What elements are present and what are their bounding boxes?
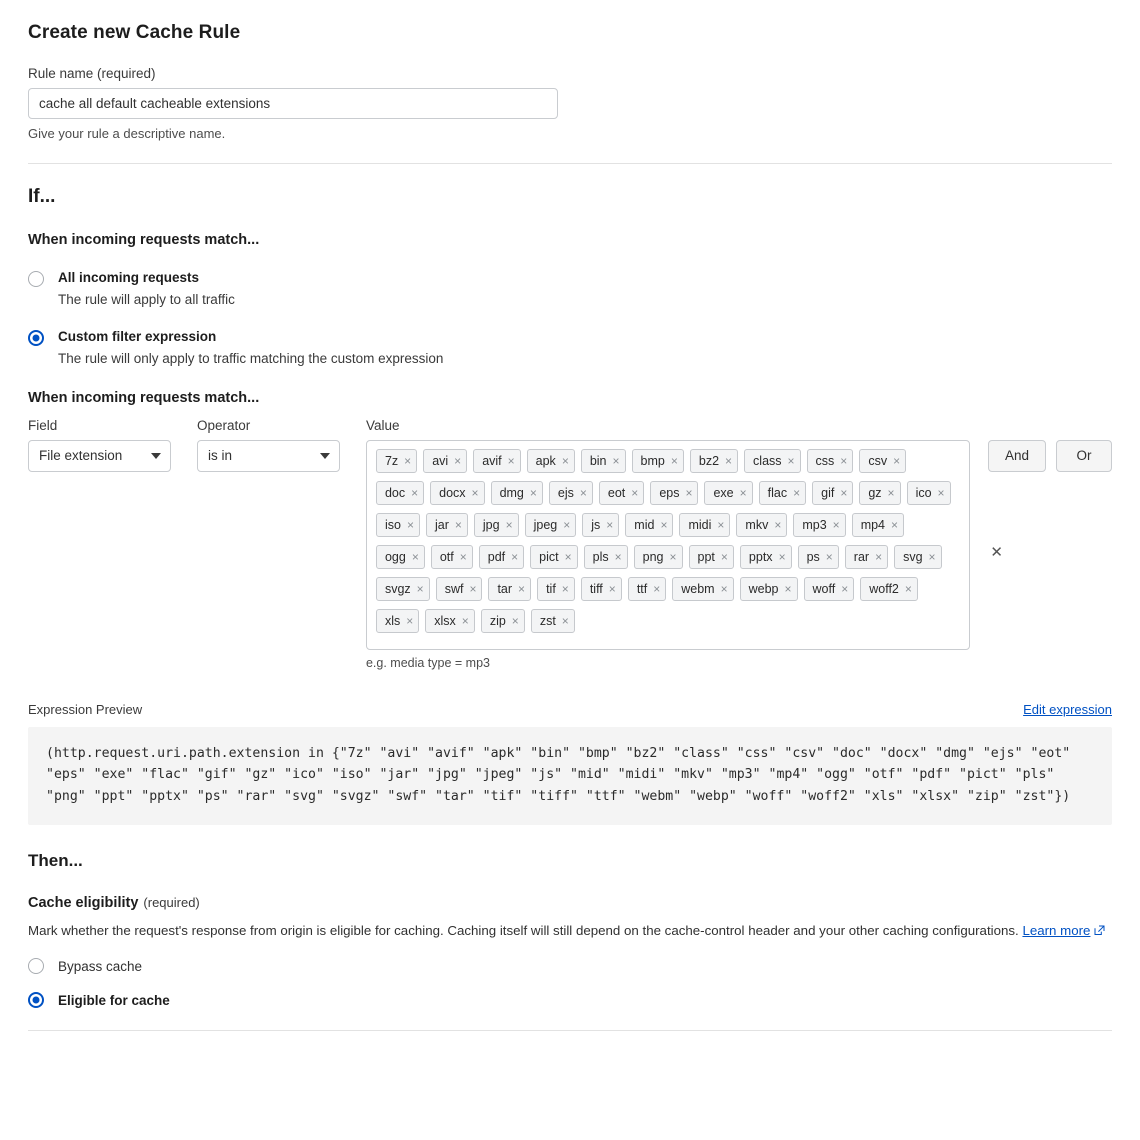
value-token-label: mkv — [745, 517, 769, 532]
and-button[interactable]: And — [988, 440, 1046, 472]
value-token-label: 7z — [384, 453, 399, 468]
expression-preview-code: (http.request.uri.path.extension in {"7z" "avi" "avif" "apk" "bin" "bmp" "bz2" "class" "css" "csv" "doc" "docx" "dmg" "ejs" "eot" "eps" "exe" "flac" "gif" "gz" "ico" "iso" "jar" "jpg" "jpeg" "js" "mid" "midi" "mkv" "mp3" "mp4" "ogg" "otf" "pdf" "pict" "pls" "png" "ppt" "pptx" "ps" "rar" "svg" "svgz" "swf" "tar" "tif" "tiff" "ttf" "webm" "webp" "woff" "woff2" "xls" "xlsx" "zip" "zst"}) — [28, 727, 1112, 825]
value-token[interactable] — [426, 513, 468, 537]
value-token-input[interactable] — [366, 440, 1003, 650]
match-heading: When incoming requests match... — [28, 232, 260, 248]
value-token[interactable] — [860, 577, 918, 601]
radio-icon-bypass-cache[interactable] — [28, 958, 44, 974]
value-token-label: midi — [688, 517, 712, 532]
value-token-label: docx — [439, 485, 466, 500]
value-token[interactable] — [632, 449, 684, 473]
bottom-divider — [28, 1030, 1112, 1031]
logic-buttons — [988, 418, 1112, 472]
value-token-label: class — [753, 453, 782, 468]
cache-eligibility-description-text: Mark whether the request's response from origin is eligible for caching. Caching itself will still depend on the cache-control header and your other caching configurations. — [28, 922, 1023, 938]
value-token-label: doc — [384, 485, 406, 500]
value-token[interactable] — [736, 513, 787, 537]
remove-token-icon[interactable]: × — [739, 485, 747, 500]
value-token[interactable] — [549, 481, 593, 505]
remove-token-icon[interactable]: × — [561, 453, 569, 468]
value-token[interactable] — [894, 545, 941, 569]
value-token-label: avif — [482, 453, 502, 468]
operator-column — [197, 418, 340, 472]
expression-preview-header — [28, 702, 1112, 717]
value-token-label: avi — [432, 453, 449, 468]
if-heading: If... — [28, 186, 56, 207]
value-token[interactable] — [625, 513, 673, 537]
remove-token-icon[interactable]: × — [778, 549, 786, 564]
value-token[interactable] — [859, 449, 906, 473]
remove-token-icon[interactable]: × — [564, 549, 572, 564]
remove-token-icon[interactable]: × — [793, 485, 801, 500]
remove-token-icon[interactable]: × — [505, 517, 513, 532]
then-heading: Then... — [28, 850, 83, 870]
value-token-label: jar — [434, 517, 449, 532]
remove-token-icon[interactable]: × — [720, 581, 728, 596]
divider — [28, 163, 1112, 164]
value-token[interactable] — [672, 577, 733, 601]
remove-token-icon[interactable]: × — [507, 453, 515, 468]
value-token[interactable] — [531, 609, 575, 633]
field-select[interactable] — [28, 440, 171, 472]
value-token[interactable] — [481, 609, 525, 633]
remove-token-icon[interactable]: × — [529, 485, 537, 500]
operator-select-value: is in — [207, 448, 232, 464]
value-token[interactable] — [423, 449, 467, 473]
rule-name-input[interactable] — [28, 88, 558, 119]
value-token-label: xls — [384, 613, 401, 628]
value-token-label: eps — [659, 485, 680, 500]
remove-token-icon[interactable]: × — [774, 517, 782, 532]
remove-token-icon[interactable]: × — [459, 549, 467, 564]
value-token[interactable] — [530, 545, 577, 569]
value-token-label: ps — [806, 549, 820, 564]
value-token[interactable] — [650, 481, 698, 505]
value-token[interactable] — [537, 577, 575, 601]
value-token[interactable] — [798, 545, 839, 569]
edit-expression-link[interactable]: Edit expression — [1023, 701, 1112, 717]
value-token-label: csv — [868, 453, 888, 468]
value-token-label: woff — [812, 581, 836, 596]
clear-all-icon[interactable]: ✕ — [990, 543, 1003, 561]
rule-name-label: Rule name (required) — [28, 66, 156, 81]
rule-name-help: Give your rule a descriptive name. — [28, 126, 226, 141]
value-token-label: flac — [767, 485, 788, 500]
cache-eligibility-label: Cache eligibility — [28, 894, 139, 911]
value-token[interactable] — [852, 513, 904, 537]
remove-token-icon[interactable]: × — [471, 485, 479, 500]
remove-token-icon[interactable]: × — [841, 581, 849, 596]
remove-token-icon[interactable]: × — [612, 453, 620, 468]
external-link-icon — [1094, 925, 1105, 936]
value-token-label: png — [642, 549, 664, 564]
value-token[interactable] — [474, 513, 519, 537]
remove-token-icon[interactable]: × — [454, 453, 462, 468]
value-token-label: otf — [439, 549, 454, 564]
remove-token-icon[interactable]: × — [561, 613, 569, 628]
cache-eligibility-required: (required) — [143, 894, 200, 910]
expression-builder — [28, 418, 1112, 670]
value-token[interactable] — [744, 449, 801, 473]
operator-select[interactable] — [197, 440, 340, 472]
value-token[interactable] — [430, 481, 484, 505]
value-token[interactable] — [634, 545, 683, 569]
remove-token-icon[interactable]: × — [411, 485, 419, 500]
expression-builder-heading: When incoming requests match... — [28, 389, 260, 406]
expression-preview-label: Expression Preview — [28, 701, 143, 717]
cache-eligibility-label-row — [28, 895, 1112, 911]
operator-label: Operator — [196, 417, 251, 433]
value-token-label: ico — [915, 485, 932, 500]
remove-token-icon[interactable]: × — [454, 517, 462, 532]
value-token[interactable] — [431, 545, 473, 569]
value-label: Value — [365, 417, 400, 433]
value-token[interactable] — [804, 577, 855, 601]
value-token[interactable] — [527, 449, 575, 473]
value-token[interactable] — [859, 481, 900, 505]
value-token-label: zst — [539, 613, 556, 628]
value-token[interactable] — [599, 481, 644, 505]
value-token[interactable] — [740, 545, 792, 569]
remove-token-icon[interactable]: × — [469, 581, 477, 596]
value-token-label: xlsx — [434, 613, 456, 628]
value-token-label: jpg — [482, 517, 500, 532]
remove-token-icon[interactable]: × — [717, 517, 725, 532]
value-token-label: js — [591, 517, 601, 532]
remove-token-icon[interactable]: × — [685, 485, 693, 500]
value-token-label: mp3 — [802, 517, 827, 532]
remove-token-icon[interactable]: × — [411, 549, 419, 564]
radio-label-custom-filter: Custom filter expression — [58, 328, 217, 344]
remove-token-icon[interactable]: × — [904, 581, 912, 596]
value-column — [365, 417, 1003, 670]
value-token[interactable] — [679, 513, 730, 537]
remove-token-icon[interactable]: × — [670, 453, 678, 468]
value-token[interactable] — [582, 513, 619, 537]
value-token-label: tiff — [589, 581, 603, 596]
remove-token-icon[interactable]: × — [937, 485, 945, 500]
remove-token-icon[interactable]: × — [669, 549, 677, 564]
value-token-label: eot — [607, 485, 626, 500]
value-token[interactable] — [376, 577, 430, 601]
field-select-value: File extension — [39, 448, 123, 464]
remove-token-icon[interactable]: × — [928, 549, 936, 564]
remove-token-icon[interactable]: × — [614, 549, 622, 564]
value-token-label: exe — [713, 485, 734, 500]
value-token-label: gz — [868, 485, 882, 500]
remove-token-icon[interactable]: × — [660, 517, 668, 532]
value-token-label: tar — [497, 581, 513, 596]
remove-token-icon[interactable]: × — [784, 581, 792, 596]
value-token[interactable] — [376, 481, 424, 505]
radio-option-all-requests[interactable] — [28, 270, 1112, 307]
value-token-label: zip — [489, 613, 506, 628]
chevron-down-icon — [151, 453, 161, 459]
value-token-label: pls — [592, 549, 609, 564]
remove-token-icon[interactable]: × — [893, 453, 901, 468]
value-token[interactable] — [425, 609, 475, 633]
value-token-label: swf — [444, 581, 464, 596]
learn-more-link[interactable]: Learn more — [1022, 922, 1091, 938]
remove-token-icon[interactable]: × — [416, 581, 424, 596]
remove-token-icon[interactable]: × — [461, 613, 469, 628]
remove-token-icon[interactable]: × — [511, 613, 519, 628]
value-token-label: pict — [539, 549, 559, 564]
remove-token-icon[interactable]: × — [579, 485, 587, 500]
remove-token-icon[interactable]: × — [720, 549, 728, 564]
value-token-label: pdf — [487, 549, 506, 564]
value-token-label: ppt — [697, 549, 715, 564]
value-token-label: iso — [384, 517, 401, 532]
value-token-label: css — [815, 453, 835, 468]
value-token-label: svgz — [384, 581, 411, 596]
remove-token-icon[interactable]: × — [725, 453, 733, 468]
value-token-label: ejs — [557, 485, 574, 500]
value-token-label: webp — [748, 581, 779, 596]
radio-icon-eligible-for-cache[interactable] — [28, 992, 44, 1008]
remove-token-icon[interactable]: × — [406, 517, 414, 532]
radio-icon-custom-filter[interactable] — [28, 330, 44, 346]
radio-label-all-requests: All incoming requests — [58, 270, 200, 285]
value-token-label: bin — [589, 453, 607, 468]
remove-token-icon[interactable]: × — [832, 517, 840, 532]
remove-token-icon[interactable]: × — [563, 517, 571, 532]
value-token[interactable] — [793, 513, 845, 537]
value-token[interactable] — [525, 513, 577, 537]
remove-token-icon[interactable]: × — [875, 549, 883, 564]
value-token[interactable] — [690, 449, 738, 473]
value-token[interactable] — [436, 577, 483, 601]
value-token[interactable] — [704, 481, 752, 505]
radio-icon-all-requests[interactable] — [28, 271, 44, 287]
value-token-label: apk — [535, 453, 556, 468]
value-token[interactable] — [376, 513, 420, 537]
value-token[interactable] — [376, 449, 417, 473]
value-token-label: rar — [853, 549, 870, 564]
radio-option-custom-filter[interactable] — [28, 329, 1112, 366]
remove-token-icon[interactable]: × — [406, 613, 414, 628]
value-token[interactable] — [376, 609, 419, 633]
value-token[interactable] — [907, 481, 951, 505]
remove-token-icon[interactable]: × — [891, 517, 899, 532]
remove-token-icon[interactable]: × — [887, 485, 895, 500]
value-token[interactable] — [581, 577, 622, 601]
value-token-label: bz2 — [698, 453, 720, 468]
remove-token-icon[interactable]: × — [631, 485, 639, 500]
remove-token-icon[interactable]: × — [787, 453, 795, 468]
remove-token-icon[interactable]: × — [825, 549, 833, 564]
value-token-label: ttf — [636, 581, 648, 596]
page-title: Create new Cache Rule — [28, 22, 241, 43]
radio-label-bypass-cache: Bypass cache — [58, 958, 143, 974]
remove-token-icon[interactable]: × — [840, 485, 848, 500]
radio-option-bypass-cache[interactable] — [28, 958, 1112, 974]
radio-option-eligible-for-cache[interactable] — [28, 992, 1112, 1008]
remove-token-icon[interactable]: × — [518, 581, 526, 596]
chevron-down-icon — [320, 453, 330, 459]
value-token-label: svg — [903, 549, 923, 564]
field-column — [28, 418, 171, 472]
value-token-label: dmg — [499, 485, 524, 500]
value-token-label: jpeg — [533, 517, 558, 532]
value-token[interactable] — [689, 545, 734, 569]
remove-token-icon[interactable]: × — [606, 517, 614, 532]
value-token-label: gif — [821, 485, 835, 500]
value-token-label: mid — [634, 517, 655, 532]
value-token[interactable] — [491, 481, 543, 505]
remove-token-icon[interactable]: × — [404, 453, 412, 468]
remove-token-icon[interactable]: × — [653, 581, 661, 596]
value-help-text: e.g. media type = mp3 — [365, 655, 490, 670]
value-token[interactable] — [807, 449, 854, 473]
value-token[interactable] — [812, 481, 853, 505]
value-token-label: mp4 — [860, 517, 886, 532]
value-token[interactable] — [488, 577, 531, 601]
value-token[interactable] — [584, 545, 628, 569]
field-label: Field — [28, 417, 58, 433]
value-token-label: pptx — [748, 549, 773, 564]
or-button[interactable]: Or — [1056, 440, 1112, 472]
value-token-label: tif — [546, 581, 556, 596]
value-token[interactable] — [740, 577, 798, 601]
value-token[interactable] — [376, 545, 425, 569]
remove-token-icon[interactable]: × — [561, 581, 569, 596]
remove-token-icon[interactable]: × — [608, 581, 616, 596]
value-token-label: woff2 — [869, 581, 899, 596]
value-token[interactable] — [845, 545, 888, 569]
value-token[interactable] — [479, 545, 524, 569]
value-token[interactable] — [581, 449, 626, 473]
radio-label-eligible-for-cache: Eligible for cache — [58, 992, 170, 1008]
cache-eligibility-description — [28, 921, 1112, 940]
radio-desc-all-requests: The rule will apply to all traffic — [58, 291, 235, 307]
value-token-label: bmp — [640, 453, 665, 468]
value-token-label: webm — [681, 581, 715, 596]
value-token[interactable] — [473, 449, 520, 473]
remove-token-icon[interactable]: × — [511, 549, 519, 564]
value-token[interactable] — [628, 577, 666, 601]
radio-desc-custom-filter: The rule will only apply to traffic matching the custom expression — [58, 350, 444, 366]
value-token-label: ogg — [384, 549, 406, 564]
value-token[interactable] — [759, 481, 806, 505]
remove-token-icon[interactable]: × — [840, 453, 848, 468]
